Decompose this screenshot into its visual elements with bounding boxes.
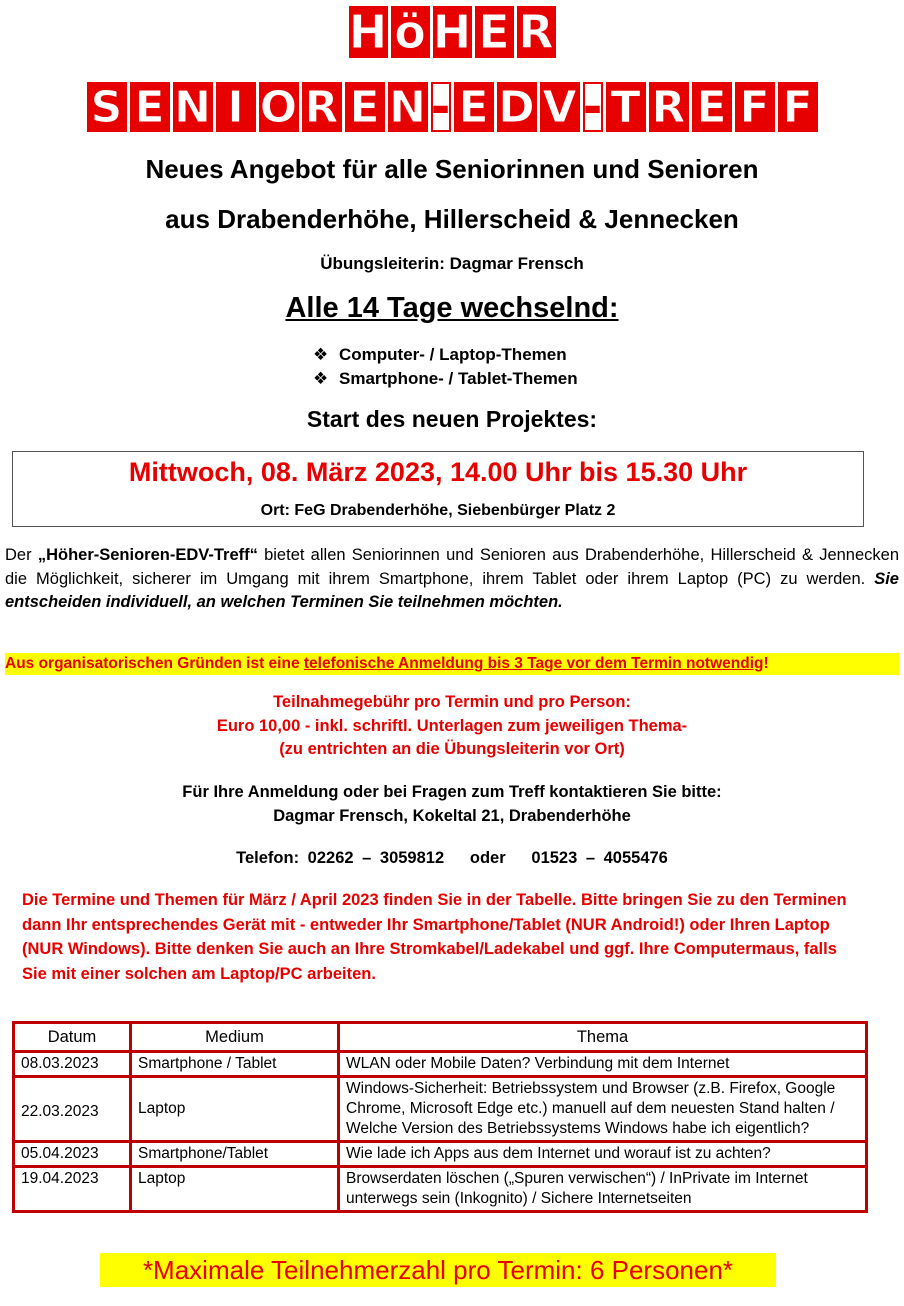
start-box [12, 451, 864, 527]
logo-letter: E [454, 82, 494, 132]
cell-medium: Smartphone/Tablet [131, 1142, 339, 1167]
termine-info: Die Termine und Themen für März / April 2023 finden Sie in der Tabelle. Bitte bringen Sie zu den Terminen dann Ihr entsprechendes Gerät mit - entweder Ihr Smartphone/Tablet (NUR Android!) oder Ihren Laptop (NUR Windows). Bitte denken Sie auch an Ihre Stromkabel/Ladekabel und ggf. Ihre Computermaus, falls Sie mit einer solchen am Laptop/PC arbeiten. [22, 891, 847, 983]
fee-line-3: (zu entrichten an die Übungsleiterin vor Ort) [279, 740, 625, 758]
notice-prefix: Aus organisatorischen Gründen ist eine [5, 655, 304, 672]
logo-letter: - [583, 81, 602, 133]
logo-letter: R [518, 5, 554, 59]
diamond-bullet-icon: ❖ [313, 345, 329, 364]
start-heading: Start des neuen Projektes: [306, 406, 598, 432]
topic-item [313, 343, 578, 367]
logo-letter: E [345, 82, 385, 132]
phone-line: Telefon: 02262 – 3059812 oder 01523 – 4055476 [236, 849, 668, 867]
contact-line-2: Dagmar Frensch, Kokeltal 21, Drabenderhöhe [273, 807, 631, 825]
logo-letter: I [216, 82, 256, 132]
description-emphasis: Sie entscheiden individuell, an welchen Terminen Sie teilnehmen möchten. [5, 569, 899, 611]
logo-letter: H [432, 5, 472, 59]
logo-letter: T [606, 82, 646, 132]
diamond-bullet-icon: ❖ [313, 369, 329, 388]
logo-letter: R [649, 82, 689, 132]
table-row [14, 1167, 867, 1212]
table-row [14, 1052, 867, 1077]
logo-letter: E [475, 6, 514, 58]
logo-letter: F [778, 82, 818, 132]
logo-letter: E [130, 82, 170, 132]
logo-letter: S [87, 82, 127, 132]
table-row [14, 1142, 867, 1167]
logo-letter: R [302, 82, 342, 132]
registration-notice [5, 653, 899, 675]
logo-letter: V [540, 82, 580, 132]
contact-line-1: Für Ihre Anmeldung oder bei Fragen zum Treff kontaktieren Sie bitte: [182, 783, 722, 801]
cell-datum: 19.04.2023 [14, 1167, 131, 1212]
logo-letter: ö [391, 6, 430, 58]
header-medium: Medium [131, 1023, 339, 1052]
description-prefix: Der [5, 546, 38, 564]
alternating-heading: Alle 14 Tage wechselnd: [285, 292, 619, 324]
logo-letter: E [692, 82, 732, 132]
logo-letter: - [431, 81, 450, 133]
contact-block [0, 780, 904, 828]
header-datum: Datum [14, 1023, 131, 1052]
cell-datum: 05.04.2023 [14, 1142, 131, 1167]
cell-thema: Browserdaten löschen („Spuren verwischen“) / InPrivate im Internet unterwegs sein (Inkognito) / Sichere Internetseiten [339, 1167, 867, 1212]
notice-underlined: telefonische Anmeldung bis 3 Tage vor dem Termin notwendig [303, 655, 764, 672]
cell-datum: 08.03.2023 [14, 1052, 131, 1077]
cell-thema: WLAN oder Mobile Daten? Verbindung mit dem Internet [339, 1052, 867, 1077]
logo-letter: H [348, 5, 388, 59]
fee-line-1: Teilnahmegebühr pro Termin und pro Person: [273, 693, 631, 711]
logo-line-2 [0, 82, 904, 132]
treff-name: „Höher-Senioren-EDV-Treff“ [37, 546, 258, 564]
start-date: Mittwoch, 08. März 2023, 14.00 Uhr bis 15.30 Uhr [128, 457, 748, 487]
logo-letter: N [174, 81, 211, 133]
schedule-table [12, 1021, 868, 1213]
leader-line: Übungsleiterin: Dagmar Frensch [320, 254, 584, 273]
description-body: bietet allen Seniorinnen und Senioren aus Drabenderhöhe, Hillerscheid & Jennecken die Möglichkeit, sicherer im Umgang mit ihrem Smartphone, ihrem Tablet oder ihrem Laptop (PC) zu werden. [5, 546, 900, 588]
topic-label: Computer- / Laptop-Themen [339, 345, 567, 364]
cell-thema: Windows-Sicherheit: Betriebssystem und Browser (z.B. Firefox, Google Chrome, Microsoft Edge etc.) manuell auf dem neuesten Stand halten / Welche Version des Betriebssystems Windows habe ich eigentlich? [339, 1077, 867, 1142]
topic-list [313, 343, 578, 391]
logo-letter: D [498, 81, 535, 133]
description-paragraph [5, 544, 899, 615]
headline-2: aus Drabenderhöhe, Hillerscheid & Jennecken [165, 204, 739, 234]
topic-label: Smartphone- / Tablet-Themen [339, 369, 578, 388]
max-participants-banner: *Maximale Teilnehmerzahl pro Termin: 6 Personen* [100, 1253, 776, 1287]
table-header-row [14, 1023, 867, 1052]
headline-1: Neues Angebot für alle Seniorinnen und Senioren [145, 154, 759, 184]
cell-medium: Smartphone / Tablet [131, 1052, 339, 1077]
cell-thema: Wie lade ich Apps aus dem Internet und worauf ist zu achten? [339, 1142, 867, 1167]
fee-line-2: Euro 10,00 - inkl. schriftl. Unterlagen zum jeweiligen Thema- [216, 716, 688, 735]
topic-item [313, 367, 578, 391]
logo-letter: N [389, 81, 426, 133]
table-row [14, 1077, 867, 1142]
notice-suffix: ! [763, 655, 769, 672]
logo-line-1 [0, 6, 904, 58]
fee-block [0, 691, 904, 762]
location: Ort: FeG Drabenderhöhe, Siebenbürger Platz 2 [260, 502, 616, 519]
header-thema: Thema [339, 1023, 867, 1052]
cell-datum: 22.03.2023 [14, 1077, 131, 1142]
cell-medium: Laptop [131, 1167, 339, 1212]
logo-letter: O [259, 81, 298, 133]
cell-medium: Laptop [131, 1077, 339, 1142]
logo-letter: F [735, 82, 775, 132]
